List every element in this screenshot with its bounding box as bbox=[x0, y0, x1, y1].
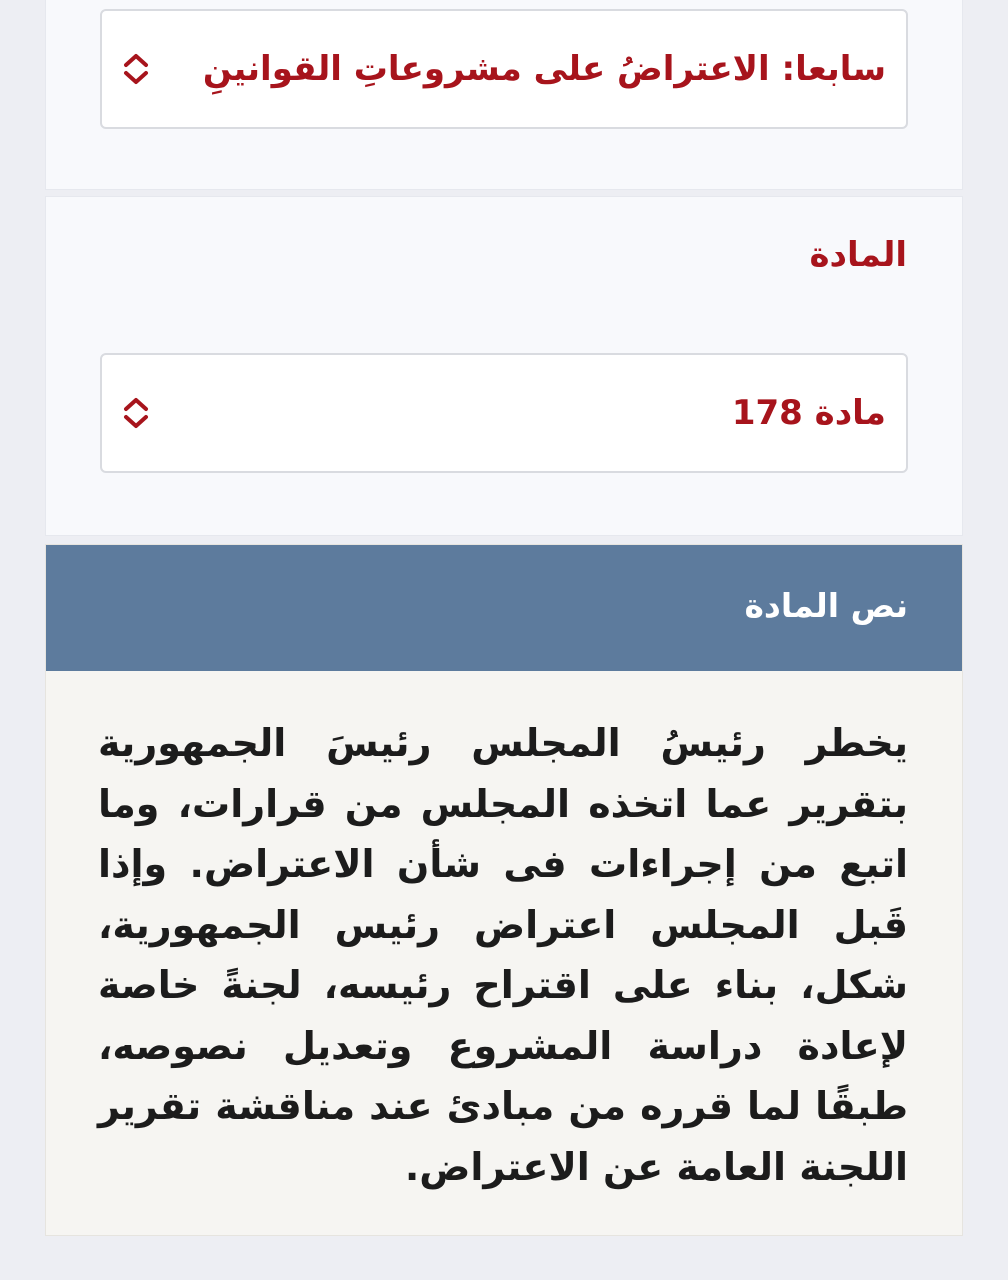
article-text-body: يخطر رئيسُ المجلس رئيسَ الجمهورية بتقرير عما اتخذه المجلس من قرارات، وما اتبع من إجراءات فى شأن الاعتراض. وإذا قَبل المجلس اعتراض رئيس الجمهورية، شكل، بناء على اقتراح رئيسه، لجنةً خاصة لإعادة دراسة المشروع وتعديل نصوصه، طبقًا لما قرره من مبادئ عند مناقشة تقرير اللجنة العامة عن الاعتراض. bbox=[98, 721, 908, 1189]
article-text-panel bbox=[45, 544, 963, 1236]
section-card bbox=[45, 0, 963, 190]
chevron-up-down-icon bbox=[120, 393, 152, 433]
article-text-title: نص المادة bbox=[744, 586, 908, 625]
chevron-up-down-icon bbox=[120, 49, 152, 89]
section-select[interactable] bbox=[100, 9, 908, 129]
article-select[interactable] bbox=[100, 353, 908, 473]
section-select-value: سابعا: الاعتراضُ على مشروعاتِ القوانينِ bbox=[202, 49, 886, 89]
article-text-header bbox=[46, 545, 962, 671]
article-field-label: المادة bbox=[809, 235, 907, 275]
article-card bbox=[45, 196, 963, 536]
article-select-value: مادة 178 bbox=[731, 393, 886, 433]
